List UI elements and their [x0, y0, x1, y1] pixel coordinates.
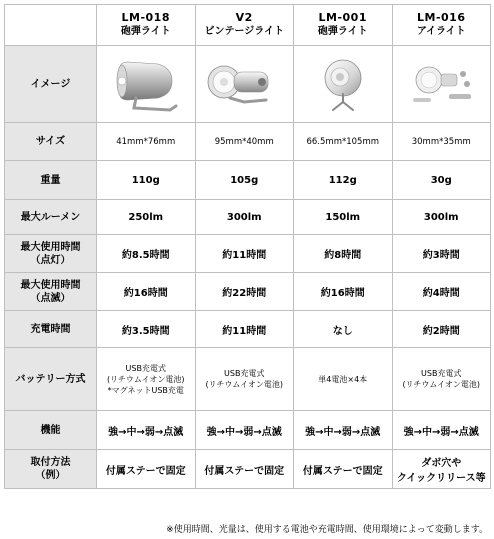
row-label-line: 最大使用時間: [20, 241, 81, 253]
table-cell: [392, 348, 491, 411]
table-row: [5, 123, 491, 161]
product-model: LM-018: [121, 11, 170, 24]
table-cell: 約3時間: [392, 235, 491, 273]
table-cell: 105g: [195, 161, 294, 200]
table-cell: 約2時間: [392, 311, 491, 348]
row-label: [5, 273, 97, 311]
table-cell: 110g: [97, 161, 196, 200]
table-cell: なし: [294, 311, 393, 348]
product-image-cell: [392, 46, 491, 123]
table-cell: 強→中→弱→点滅: [195, 411, 294, 450]
row-label: [5, 235, 97, 273]
product-image-cell: [97, 46, 196, 123]
cell-line: *マグネットUSB充電: [107, 385, 184, 395]
table-cell: 41mm*76mm: [97, 123, 196, 161]
table-cell: 30mm*35mm: [392, 123, 491, 161]
row-label: 重量: [5, 161, 97, 200]
table-cell: 66.5mm*105mm: [294, 123, 393, 161]
header-product-2: [195, 5, 294, 46]
table-cell: 95mm*40mm: [195, 123, 294, 161]
table-cell: 250lm: [97, 200, 196, 235]
bullet-light-image: [106, 54, 186, 114]
product-name: アイライト: [416, 26, 466, 37]
table-cell: 約16時間: [294, 273, 393, 311]
row-label: 機能: [5, 411, 97, 450]
cell-line: ダボ穴や: [421, 458, 462, 469]
table-cell: [195, 450, 294, 489]
table-cell: 約22時間: [195, 273, 294, 311]
row-label: 充電時間: [5, 311, 97, 348]
cell-line: (リチウムイオン電池): [205, 380, 284, 389]
header-row: [5, 5, 491, 46]
product-image-cell: [294, 46, 393, 123]
table-cell: 約3.5時間: [97, 311, 196, 348]
table-row: [5, 161, 491, 200]
table-row: [5, 411, 491, 450]
product-model: V2: [235, 11, 253, 24]
product-model: LM-016: [417, 11, 466, 24]
table-row: [5, 450, 491, 489]
cell-line: 付属ステーで固定: [204, 465, 285, 477]
header-product-3: [294, 5, 393, 46]
table-cell: 約4時間: [392, 273, 491, 311]
table-cell: [392, 450, 491, 489]
table-cell: [195, 348, 294, 411]
table-row: [5, 46, 491, 123]
table-cell: 約8時間: [294, 235, 393, 273]
table-cell: 300lm: [392, 200, 491, 235]
cell-line: 付属ステーで固定: [302, 465, 383, 477]
product-model: LM-001: [318, 11, 367, 24]
table-cell: 強→中→弱→点滅: [392, 411, 491, 450]
table-row: [5, 348, 491, 411]
table-cell: 強→中→弱→点滅: [294, 411, 393, 450]
row-label: サイズ: [5, 123, 97, 161]
table-cell: [97, 348, 196, 411]
table-cell: 約11時間: [195, 235, 294, 273]
header-product-4: [392, 5, 491, 46]
row-label: 最大ルーメン: [5, 200, 97, 235]
product-name: 砲弾ライト: [317, 26, 368, 37]
table-cell: 30g: [392, 161, 491, 200]
comparison-table: [4, 4, 491, 489]
vintage-light-image: [204, 54, 284, 114]
row-label-line: （例）: [35, 470, 66, 481]
table-row: [5, 235, 491, 273]
table-cell: 約11時間: [195, 311, 294, 348]
row-label: バッテリー方式: [5, 348, 97, 411]
table-cell: [294, 348, 393, 411]
cell-line: USB充電式: [125, 363, 166, 373]
table-cell: 約16時間: [97, 273, 196, 311]
row-label-line: 取付方法: [30, 457, 71, 468]
cell-line: 付属ステーで固定: [105, 465, 186, 477]
row-label-line: （点滅）: [30, 292, 71, 304]
cell-line: USB充電式: [421, 369, 462, 378]
row-label-line: 最大使用時間: [20, 279, 81, 291]
product-name: 砲弾ライト: [120, 26, 171, 37]
table-row: [5, 200, 491, 235]
table-cell: 112g: [294, 161, 393, 200]
cell-line: クイックリリース等: [396, 473, 486, 484]
header-corner: [5, 5, 97, 46]
bullet-light-image: [303, 54, 383, 114]
product-image-cell: [195, 46, 294, 123]
table-cell: [294, 450, 393, 489]
row-label: [5, 450, 97, 489]
cell-line: 単4電池×4本: [318, 374, 368, 384]
cell-line: (リチウムイオン電池): [402, 380, 481, 389]
row-label: イメージ: [5, 46, 97, 123]
row-label-line: （点灯）: [30, 254, 71, 266]
cell-line: (リチウムイオン電池): [106, 374, 185, 384]
table-cell: [97, 450, 196, 489]
header-product-1: [97, 5, 196, 46]
table-cell: 約8.5時間: [97, 235, 196, 273]
table-cell: 150lm: [294, 200, 393, 235]
table-cell: 強→中→弱→点滅: [97, 411, 196, 450]
table-row: [5, 311, 491, 348]
footnote: ※使用時間、光量は、使用する電池や充電時間、使用環境によって変動します。: [166, 525, 488, 535]
table-row: [5, 273, 491, 311]
product-name: ビンテージライト: [204, 26, 284, 37]
table-cell: 300lm: [195, 200, 294, 235]
eye-light-image: [401, 54, 481, 114]
cell-line: USB充電式: [224, 369, 265, 378]
